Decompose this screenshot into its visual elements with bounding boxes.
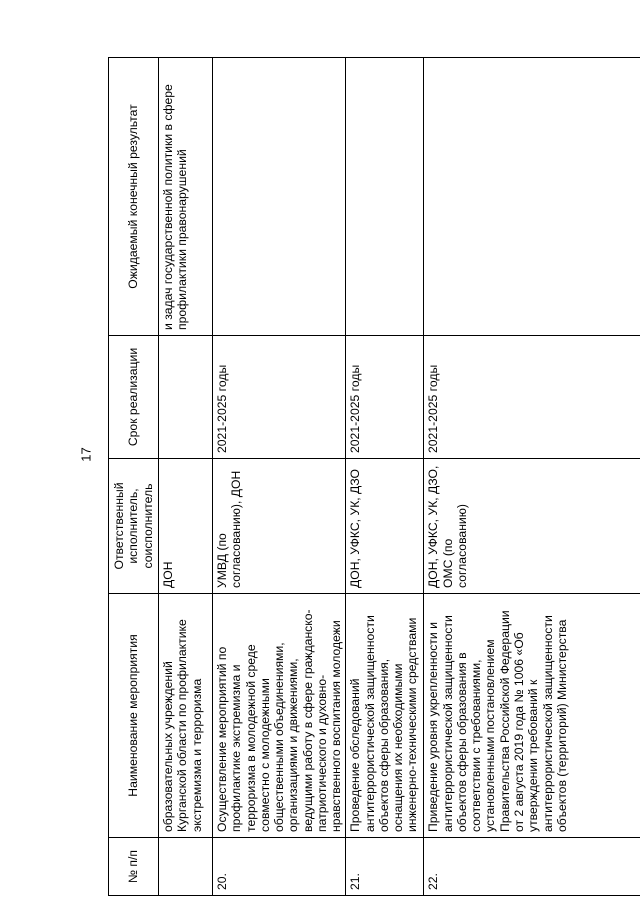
cell-name: Приведение уровня укрепленности и антитеррористической защищенности объектов сферы образования в соответствии с требованиями, установленными постановлением Правительства Российской Федерации от 2 августа 2019 года № 1006 «Об утверждении требований к антитеррористической защищенности объектов (территорий) Министерства	[424, 594, 640, 838]
rotated-page-content	[108, 58, 625, 896]
cell-result: и задач государственной политики в сфере профилактики правонарушений	[159, 58, 213, 336]
table-header-row	[109, 58, 159, 896]
header-term: Срок реализации	[109, 336, 159, 459]
cell-name: Проведение обследований антитеррористической защищенности объектов сферы образования, оснащения их необходимыми инженерно-техническими средствами	[346, 594, 424, 838]
table-row	[213, 58, 346, 896]
cell-result	[213, 58, 346, 336]
cell-result	[424, 58, 640, 336]
cell-executor: ДОН, УФКС, УК, ДЗО	[346, 459, 424, 594]
table-row	[424, 58, 640, 896]
cell-num: 20.	[213, 838, 346, 896]
table-row	[346, 58, 424, 896]
cell-name: Осуществление мероприятий по профилактике экстремизма и терроризма в молодежной среде совместно с молодежными общественными объединениями, организациями и движениями, ведущими работу в сфере гражданско-патриотического и духовно-нравственного воспитания молодежи	[213, 594, 346, 838]
page-number: 17	[78, 447, 94, 462]
cell-num	[159, 838, 213, 896]
table-row	[159, 58, 213, 896]
cell-executor: ДОН	[159, 459, 213, 594]
header-result: Ожидаемый конечный результат	[109, 58, 159, 336]
header-num: № п/п	[109, 838, 159, 896]
measures-table	[108, 57, 640, 896]
cell-executor: УМВД (по согласованию), ДОН	[213, 459, 346, 594]
cell-num: 22.	[424, 838, 640, 896]
cell-executor: ДОН, УФКС, УК, ДЗО, ОМС (по согласованию)	[424, 459, 640, 594]
header-name: Наименование мероприятия	[109, 594, 159, 838]
cell-term: 2021-2025 годы	[213, 336, 346, 459]
cell-term: 2021-2025 годы	[424, 336, 640, 459]
header-executor: Ответственный исполнитель, соисполнитель	[109, 459, 159, 594]
cell-num: 21.	[346, 838, 424, 896]
cell-term	[159, 336, 213, 459]
cell-result	[346, 58, 424, 336]
cell-term: 2021-2025 годы	[346, 336, 424, 459]
cell-name: образовательных учреждений Курганской области по профилактике экстремизма и терроризма	[159, 594, 213, 838]
